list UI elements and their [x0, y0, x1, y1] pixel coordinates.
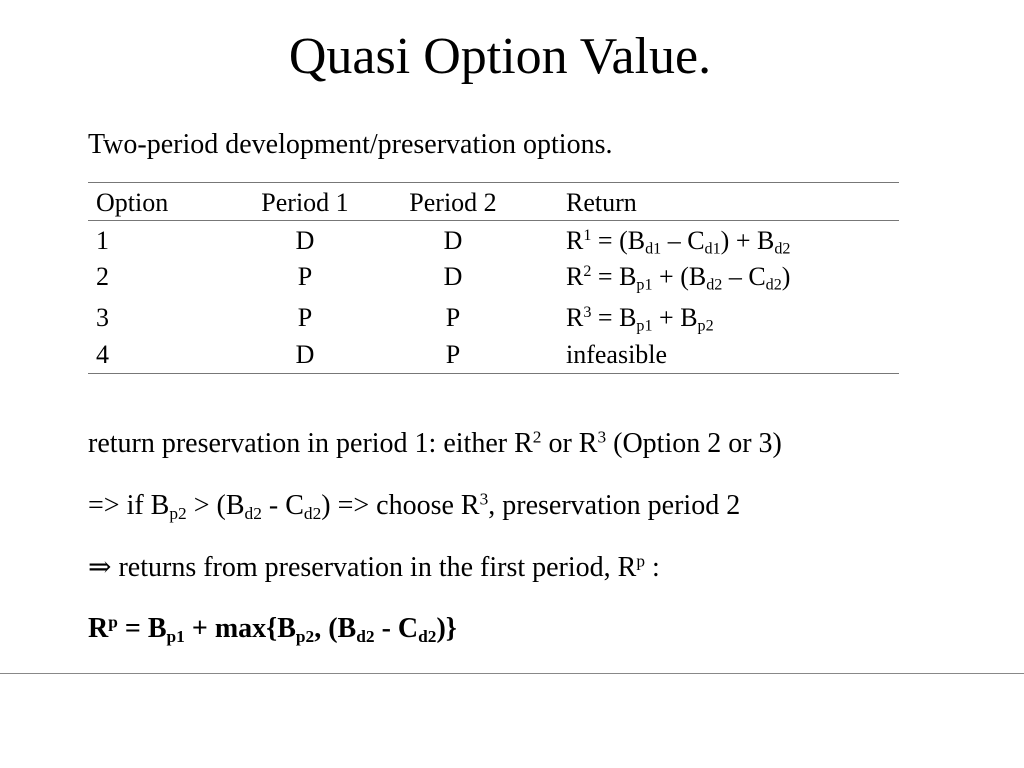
header-return: Return [566, 188, 637, 217]
table-top-rule [88, 182, 899, 183]
table-header-rule [88, 220, 899, 221]
row-period-2: P [445, 303, 461, 332]
row-return-text: infeasible [566, 340, 668, 369]
text-line-choose-r3: => if $B_{p2} > (B_{d2} - C_{d2})$ => choose $R^3$, preservation period 2 [88, 489, 741, 523]
slide-bottom-divider [0, 673, 1024, 674]
text-line-preservation-period-1: return preservation in period 1: either $R^2$ or $R^3$ (Option 2 or 3) [88, 427, 782, 459]
header-period-1: Period 1 [261, 188, 349, 217]
header-period-2: Period 2 [409, 188, 497, 217]
row-return-formula: $R^1 = (B_{d1} - C_{d1}) + B_{d2}$ [566, 226, 791, 258]
row-period-2: P [445, 340, 461, 369]
slide-subtitle: Two-period development/preservation options. [88, 129, 613, 160]
row-period-1: D [295, 226, 315, 255]
row-period-1: P [297, 262, 313, 291]
row-return-formula: $R^2 = B_{p1} + (B_{d2} - C_{d2})$ [566, 262, 791, 294]
implies-arrow-icon: ⇒ [88, 552, 112, 583]
row-option: 3 [96, 303, 109, 332]
row-period-1: P [297, 303, 313, 332]
row-period-1: D [295, 340, 315, 369]
row-return-formula: $R^3 = B_{p1} + B_{p2}$ [566, 303, 714, 335]
row-period-2: D [443, 226, 463, 255]
text-line-returns-first-period: ⇒ returns from preservation in the first period, $R^p$ : [88, 551, 660, 583]
row-option: 4 [96, 340, 109, 369]
row-option: 1 [96, 226, 109, 255]
text-line-rp-formula: $R^p = B_{p1} + \max\{B_{p2}$, $(B_{d2} - C_{d2})$} [88, 612, 457, 646]
table-bottom-rule [88, 373, 899, 374]
row-period-2: D [443, 262, 463, 291]
slide-title: Quasi Option Value. [288, 28, 712, 85]
header-option: Option [96, 188, 169, 217]
row-option: 2 [96, 262, 109, 291]
